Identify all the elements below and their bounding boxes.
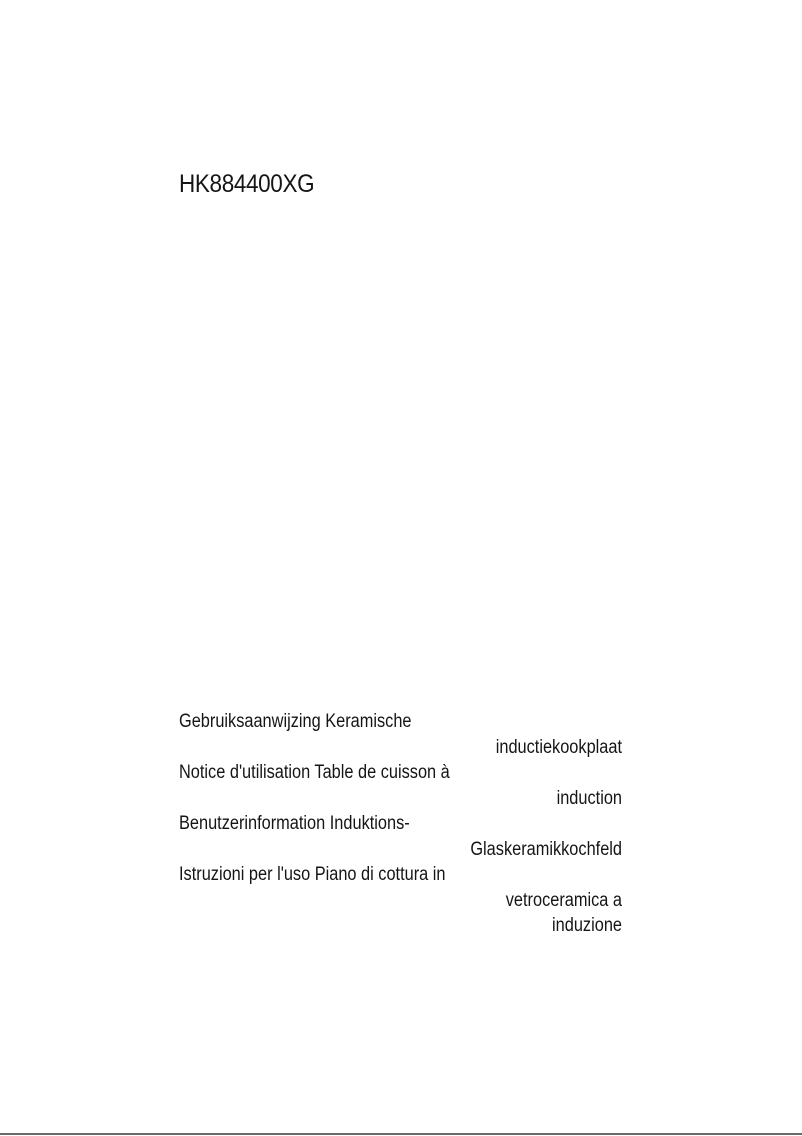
manual-title-dutch [179,709,622,760]
manual-title-dutch-line-2: inductiekookplaat [495,736,622,758]
manual-title-french-line-2: induction [556,787,622,809]
bottom-rule [0,1133,802,1135]
manual-title-italian-line-2: vetroceramica a [505,889,622,911]
manual-title-french-line-1: Notice d'utilisation Table de cuisson à [179,762,450,783]
manual-language-list [179,709,622,939]
model-number: HK884400XG [179,170,315,198]
manual-title-german-line-1: Benutzerinformation Induktions- [179,813,410,834]
manual-title-dutch-line-1: Gebruiksaanwijzing Keramische [179,711,412,732]
manual-title-german-line-2: Glaskeramikkochfeld [470,838,622,860]
manual-title-italian-line-1: Istruzioni per l'uso Piano di cottura in [179,864,446,885]
manual-title-italian-line-3: induzione [552,915,622,936]
manual-title-french [179,760,622,811]
manual-title-german [179,811,622,862]
manual-title-italian [179,862,622,939]
